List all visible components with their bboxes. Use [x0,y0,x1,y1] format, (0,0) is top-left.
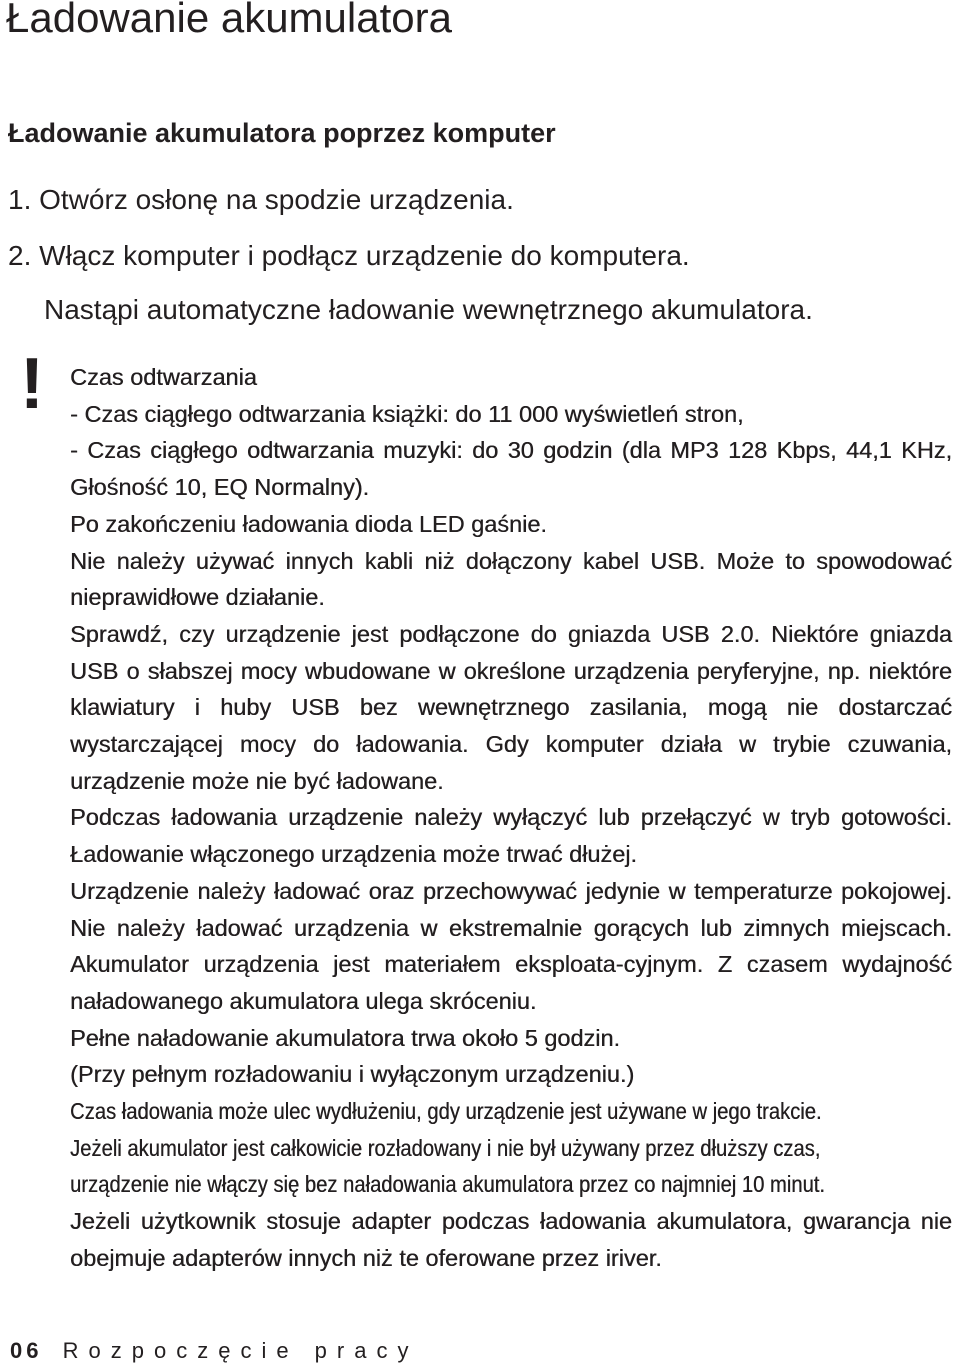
note-paragraph: Pełne naładowanie akumulatora trwa około 5 godzin. [70,1024,620,1051]
step-text: Włącz komputer i podłącz urządzenie do komputera. [39,240,690,271]
exclamation-icon: ! [20,344,44,424]
step-text: Otwórz osłonę na spodzie urządzenia. [39,184,514,215]
note-paragraph: Sprawdź, czy urządzenie jest podłączone do gniazda USB 2.0. Niektóre gniazda USB o słabszej mocy wbudowane w określone urządzenia peryferyjne, np. niektóre klawiatury i huby USB bez wewnętrznego zasilania, mogą nie dostarczać wystarczającej mocy do ładowania. Gdy komputer działa w trybie czuwania, urządzenie może nie być ładowane. [70,620,952,794]
note-condensed-line: Czas ładowania może ulec wydłużeniu, gdy urządzenie jest używane w jego trakcie. [70,1098,822,1125]
page-number: 06 [10,1338,43,1363]
step-number: 2. [8,240,32,271]
step-item [8,228,813,338]
note-condensed-line: Jeżeli akumulator jest całkowicie rozładowany i nie był używany przez dłuższy czas, [70,1134,821,1161]
page-footer [10,1338,418,1364]
note-paragraph: Czas odtwarzania [70,364,257,390]
note-paragraph: Po zakończeniu ładowania dioda LED gaśnie. [70,510,547,537]
note-block [70,359,952,1277]
note-paragraph: - Czas ciągłego odtwarzania muzyki: do 30 godzin (dla MP3 128 Kbps, 44,1 KHz, Głośność 10, EQ Normalny). [70,437,952,501]
note-paragraph: (Przy pełnym rozładowaniu i wyłączonym urządzeniu.) [70,1061,635,1088]
step-continuation: Nastąpi automatyczne ładowanie wewnętrznego akumulatora. [44,294,813,325]
page-title: Ładowanie akumulatora [6,0,452,41]
note-condensed-line: urządzenie nie włączy się bez naładowania akumulatora przez co najmniej 10 minut. [70,1171,825,1198]
footer-section-name: Rozpoczęcie pracy [62,1338,419,1363]
note-paragraph: Podczas ładowania urządzenie należy wyłączyć lub przełączyć w tryb gotowości. Ładowanie włączonego urządzenia może trwać dłużej. [70,804,952,868]
note-paragraph: Nie należy używać innych kabli niż dołączony kabel USB. Może to spowodować nieprawidłowe działanie. [70,547,952,611]
step-item [8,172,813,228]
step-number: 1. [8,184,32,215]
section-heading: Ładowanie akumulatora poprzez komputer [8,118,556,148]
steps-list [8,172,813,338]
note-paragraph: Urządzenie należy ładować oraz przechowywać jedynie w temperaturze pokojowej. Nie należy ładować urządzenia w ekstremalnie gorących lub zimnych miejscach. Akumulator urządzenia jest materiałem eksploata-cyjnym. Z czasem wydajność naładowanego akumulatora ulega skróceniu. [70,877,952,1014]
note-paragraph: - Czas ciągłego odtwarzania książki: do 11 000 wyświetleń stron, [70,400,744,427]
note-paragraph: Jeżeli użytkownik stosuje adapter podczas ładowania akumulatora, gwarancja nie obejmuje adapterów innych niż te oferowane przez iriver. [70,1208,952,1271]
